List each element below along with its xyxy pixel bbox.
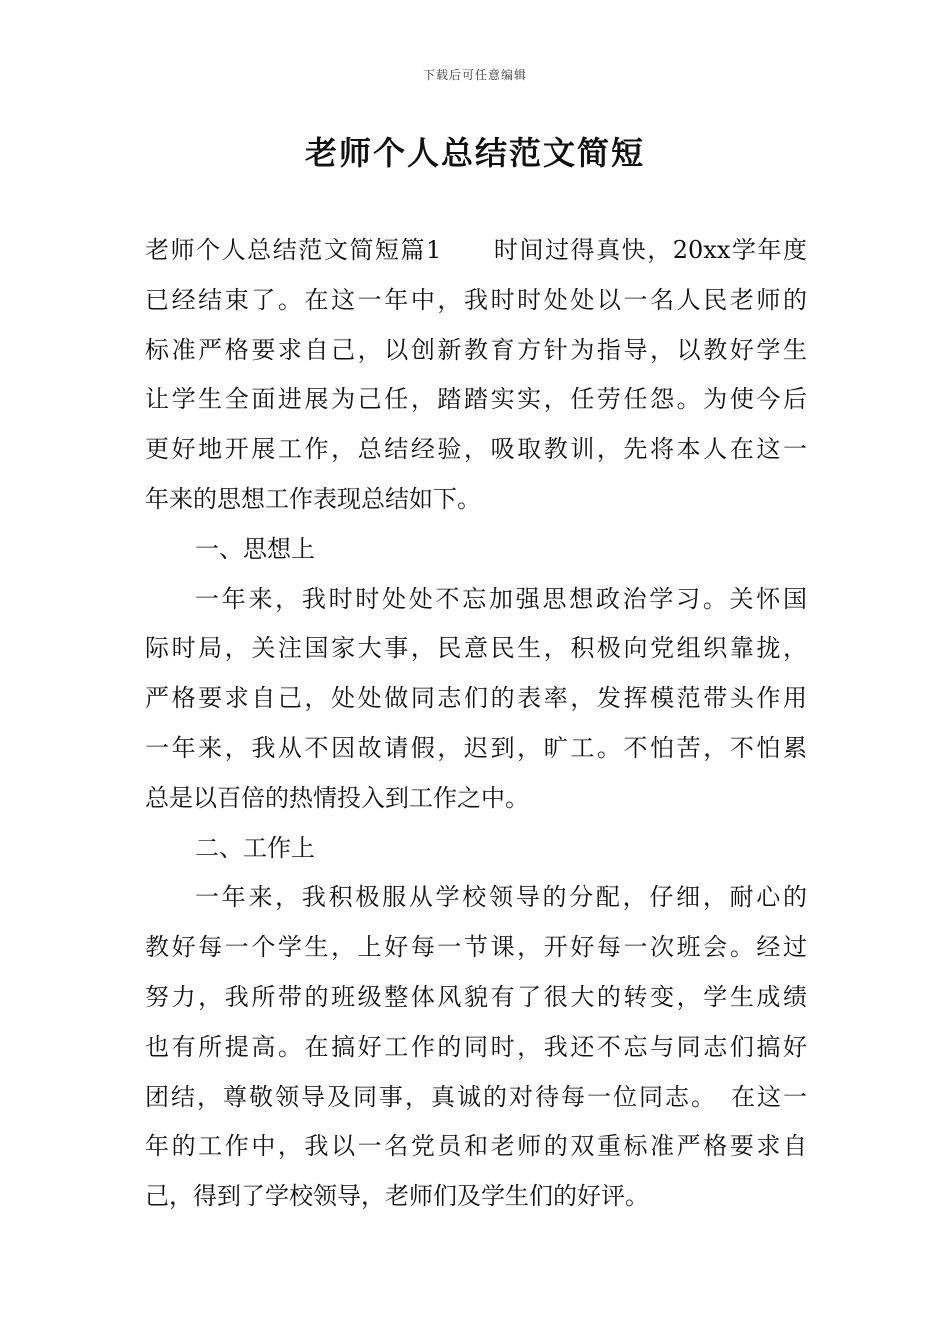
document-title: 老师个人总结范文简短 (304, 134, 645, 172)
body-line: 一、思想上 (195, 534, 315, 563)
body-line: 更好地开展工作，总结经验，吸取教训，先将本人在这一 (145, 435, 807, 464)
body-line: 老师个人总结范文简短篇1 时间过得真快，20xx学年度 (145, 236, 807, 264)
body-line: 己，得到了学校领导，老师们及学生们的好评。 (145, 1182, 649, 1211)
document-body (145, 226, 807, 1222)
body-line: 让学生全面进展为己任，踏踏实实，任劳任怨。为使今后 (145, 385, 807, 414)
body-line: 年来的思想工作表现总结如下。 (145, 484, 481, 513)
body-line: 团结，尊敬领导及同事，真诚的对待每一位同志。 在这一 (145, 1082, 807, 1111)
body-line: 总是以百倍的热情投入到工作之中。 (145, 783, 529, 812)
body-line: 严格要求自己，处处做同志们的表率，发挥模范带头作用 (145, 684, 807, 713)
body-line: 际时局，关注国家大事，民意民生，积极向党组织靠拢， (145, 634, 807, 663)
header-note: 下载后可任意编辑 (422, 68, 527, 82)
body-line: 一年来，我时时处处不忘加强思想政治学习。关怀国 (195, 584, 807, 613)
body-line: 努力，我所带的班级整体风貌有了很大的转变，学生成绩 (145, 982, 807, 1011)
body-line: 二、工作上 (195, 833, 315, 862)
body-line: 已经结束了。在这一年中，我时时处处以一名人民老师的 (145, 285, 807, 314)
body-line: 教好每一个学生，上好每一节课，开好每一次班会。经过 (145, 933, 807, 962)
body-line: 标准严格要求自己，以创新教育方针为指导，以教好学生 (145, 335, 807, 364)
body-line: 也有所提高。在搞好工作的同时，我还不忘与同志们搞好 (145, 1032, 807, 1061)
body-line: 一年来，我从不因故请假，迟到，旷工。不怕苦，不怕累 (145, 733, 807, 762)
body-line: 一年来，我积极服从学校领导的分配，仔细，耐心的 (195, 883, 807, 912)
body-line: 年的工作中，我以一名党员和老师的双重标准严格要求自 (145, 1132, 807, 1161)
